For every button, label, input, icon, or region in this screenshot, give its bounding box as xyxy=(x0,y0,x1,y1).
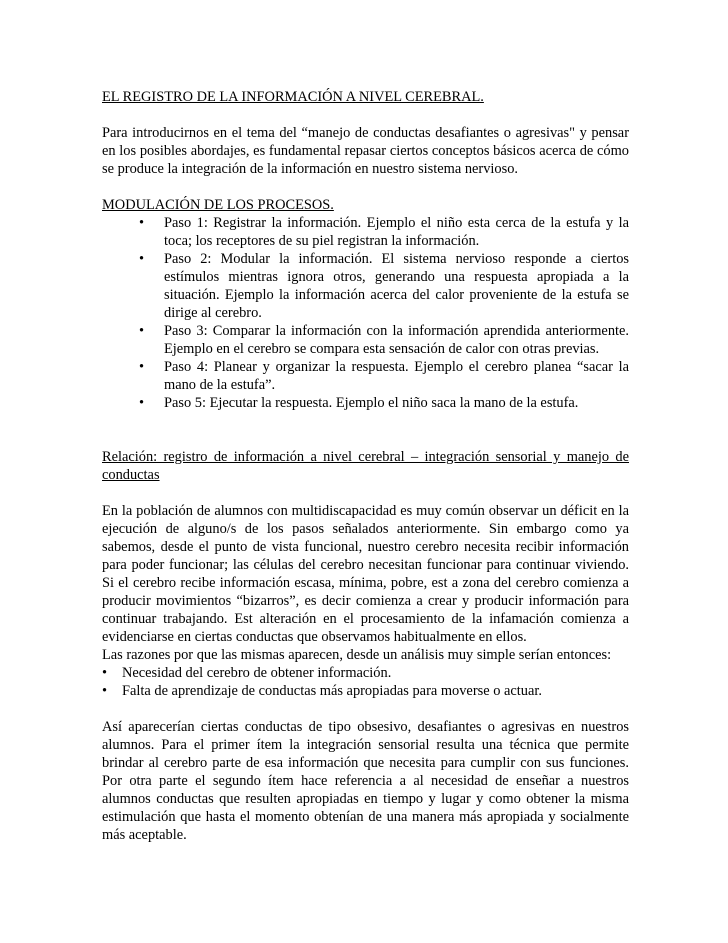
step-text: Paso 3: Comparar la información con la información aprendida anteriormente. Ejemplo en el cerebro se compara esta sensación de calor con otras previas. xyxy=(164,323,629,357)
list-item xyxy=(139,214,629,250)
reason-text: Necesidad del cerebro de obtener información. xyxy=(122,665,392,681)
list-item xyxy=(139,394,629,412)
bullet-icon: • xyxy=(139,395,145,411)
step-text: Paso 4: Planear y organizar la respuesta. Ejemplo el cerebro planea “sacar la mano de la estufa”. xyxy=(164,359,629,393)
body-paragraph-2: En la población de alumnos con multidiscapacidad es muy común observar un déficit en la ejecución de alguno/s de los pasos señalados anteriormente. Sin embargo como ya sabemos, desde el punto de vista funcional, nuestro cerebro necesita recibir información para poder funcionar; las células del cerebro necesitan funcionar para continuar viviendo. Si el cerebro recibe información escasa, mínima, pobre, est a zona del cerebro comienza a producir movimientos “bizarros”, es decir comienza a crear y producir información para continuar trabajando. Est alteración en el procesamiento de la infamación comienza a evidenciarse en ciertas conductas que observamos habitualmente en ellos. xyxy=(102,503,629,645)
bullet-icon: • xyxy=(139,251,145,267)
list-item xyxy=(139,250,629,322)
spacer xyxy=(102,430,629,448)
reasons-intro: Las razones por que las mismas aparecen, desde un análisis muy simple serían entonces: xyxy=(102,647,612,663)
spacer xyxy=(102,700,629,718)
spacer xyxy=(102,484,629,502)
spacer xyxy=(102,106,629,124)
spacer xyxy=(102,412,629,430)
list-item xyxy=(139,358,629,394)
step-text: Paso 2: Modular la información. El sistema nervioso responde a ciertos estímulos mientras ignora otros, generando una respuesta apropiada a la situación. Ejemplo la información acerca del calor proveniente de la estufa se dirige al cerebro. xyxy=(164,251,629,321)
section-heading-relacion: Relación: registro de información a nivel cerebral – integración sensorial y manejo de conductas xyxy=(102,449,629,483)
bullet-icon: • xyxy=(139,359,145,375)
steps-list xyxy=(102,214,629,412)
step-text: Paso 1: Registrar la información. Ejemplo el niño esta cerca de la estufa y la toca; los receptores de su piel registran la información. xyxy=(164,215,629,249)
intro-paragraph: Para introducirnos en el tema del “manejo de conductas desafiantes o agresivas" y pensar en los posibles abordajes, es fundamental repasar ciertos conceptos básicos acerca de cómo se produce la integración de la información en nuestro sistema nervioso. xyxy=(102,125,629,177)
bullet-icon: • xyxy=(139,215,145,231)
list-item xyxy=(139,322,629,358)
body-paragraph-3: Así aparecerían ciertas conductas de tipo obsesivo, desafiantes o agresivas en nuestros alumnos. Para el primer ítem la integración sensorial resulta una técnica que permite brindar al cerebro parte de esa información que necesita para cumplir con sus funciones. Por otra parte el segundo ítem hace referencia a al necesidad de enseñar a nuestros alumnos conductas que resulten apropiadas en tiempo y lugar y como obtener la misma estimulación que hasta el momento obtenían de una manera más apropiada y socialmente más aceptable. xyxy=(102,719,629,843)
bullet-icon: • xyxy=(102,665,108,681)
list-item xyxy=(102,682,629,700)
reason-text: Falta de aprendizaje de conductas más apropiadas para moverse o actuar. xyxy=(122,683,542,699)
reasons-list xyxy=(102,664,629,700)
step-text: Paso 5: Ejecutar la respuesta. Ejemplo el niño saca la mano de la estufa. xyxy=(164,395,579,411)
document-page xyxy=(102,88,629,844)
bullet-icon: • xyxy=(102,683,108,699)
list-item xyxy=(102,664,629,682)
document-title: EL REGISTRO DE LA INFORMACIÓN A NIVEL CEREBRAL. xyxy=(102,89,484,105)
section-heading-modulacion: MODULACIÓN DE LOS PROCESOS. xyxy=(102,197,334,213)
bullet-icon: • xyxy=(139,323,145,339)
spacer xyxy=(102,178,629,196)
